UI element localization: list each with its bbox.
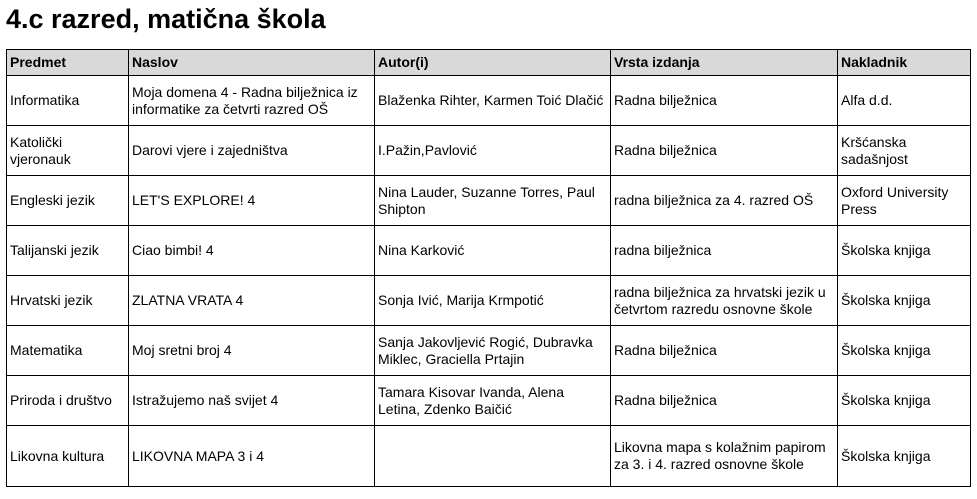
page-title: 4.c razred, matična škola [6, 4, 326, 34]
cell-edition-type: radna bilježnica [611, 226, 838, 276]
header-subject: Predmet [7, 50, 129, 76]
cell-authors: I.Pažin,Pavlović [375, 126, 611, 176]
cell-edition-type: Radna bilježnica [611, 376, 838, 426]
header-authors: Autor(i) [375, 50, 611, 76]
cell-publisher: Školska knjiga [838, 276, 971, 326]
cell-subject: Katolički vjeronauk [7, 126, 129, 176]
cell-subject: Informatika [7, 76, 129, 126]
header-publisher: Nakladnik [838, 50, 971, 76]
textbook-table [6, 49, 971, 487]
table-row [7, 426, 971, 487]
cell-authors: Nina Karković [375, 226, 611, 276]
cell-subject: Talijanski jezik [7, 226, 129, 276]
cell-edition-type: Radna bilježnica [611, 326, 838, 376]
cell-authors [375, 426, 611, 487]
cell-authors: Sanja Jakovljević Rogić, Dubravka Miklec, Graciella Prtajin [375, 326, 611, 376]
cell-title: Moj sretni broj 4 [129, 326, 375, 376]
cell-authors: Tamara Kisovar Ivanda, Alena Letina, Zdenko Baičić [375, 376, 611, 426]
cell-authors: Nina Lauder, Suzanne Torres, Paul Shipton [375, 176, 611, 226]
table-row [7, 376, 971, 426]
header-edition-type: Vrsta izdanja [611, 50, 838, 76]
cell-title: LIKOVNA MAPA 3 i 4 [129, 426, 375, 487]
cell-subject: Matematika [7, 326, 129, 376]
table-row [7, 76, 971, 126]
cell-publisher: Kršćanska sadašnjost [838, 126, 971, 176]
cell-edition-type: Likovna mapa s kolažnim papirom za 3. i 4. razred osnovne škole [611, 426, 838, 487]
cell-edition-type: Radna bilježnica [611, 126, 838, 176]
table-row [7, 176, 971, 226]
cell-title: Moja domena 4 - Radna bilježnica iz informatike za četvrti razred OŠ [129, 76, 375, 126]
table-row [7, 326, 971, 376]
cell-title: ZLATNA VRATA 4 [129, 276, 375, 326]
cell-subject: Hrvatski jezik [7, 276, 129, 326]
cell-subject: Engleski jezik [7, 176, 129, 226]
table-header-row [7, 50, 971, 76]
cell-publisher: Oxford University Press [838, 176, 971, 226]
cell-authors: Sonja Ivić, Marija Krmpotić [375, 276, 611, 326]
cell-title: Darovi vjere i zajedništva [129, 126, 375, 176]
table-row [7, 276, 971, 326]
cell-publisher: Školska knjiga [838, 376, 971, 426]
cell-subject: Likovna kultura [7, 426, 129, 487]
table-row [7, 226, 971, 276]
cell-title: Istražujemo naš svijet 4 [129, 376, 375, 426]
cell-edition-type: radna bilježnica za hrvatski jezik u četvrtom razredu osnovne škole [611, 276, 838, 326]
cell-publisher: Alfa d.d. [838, 76, 971, 126]
cell-subject: Priroda i društvo [7, 376, 129, 426]
cell-publisher: Školska knjiga [838, 226, 971, 276]
cell-edition-type: radna bilježnica za 4. razred OŠ [611, 176, 838, 226]
table-row [7, 126, 971, 176]
cell-publisher: Školska knjiga [838, 426, 971, 487]
cell-authors: Blaženka Rihter, Karmen Toić Dlačić [375, 76, 611, 126]
header-title: Naslov [129, 50, 375, 76]
cell-edition-type: Radna bilježnica [611, 76, 838, 126]
cell-title: LET'S EXPLORE! 4 [129, 176, 375, 226]
cell-title: Ciao bimbi! 4 [129, 226, 375, 276]
cell-publisher: Školska knjiga [838, 326, 971, 376]
